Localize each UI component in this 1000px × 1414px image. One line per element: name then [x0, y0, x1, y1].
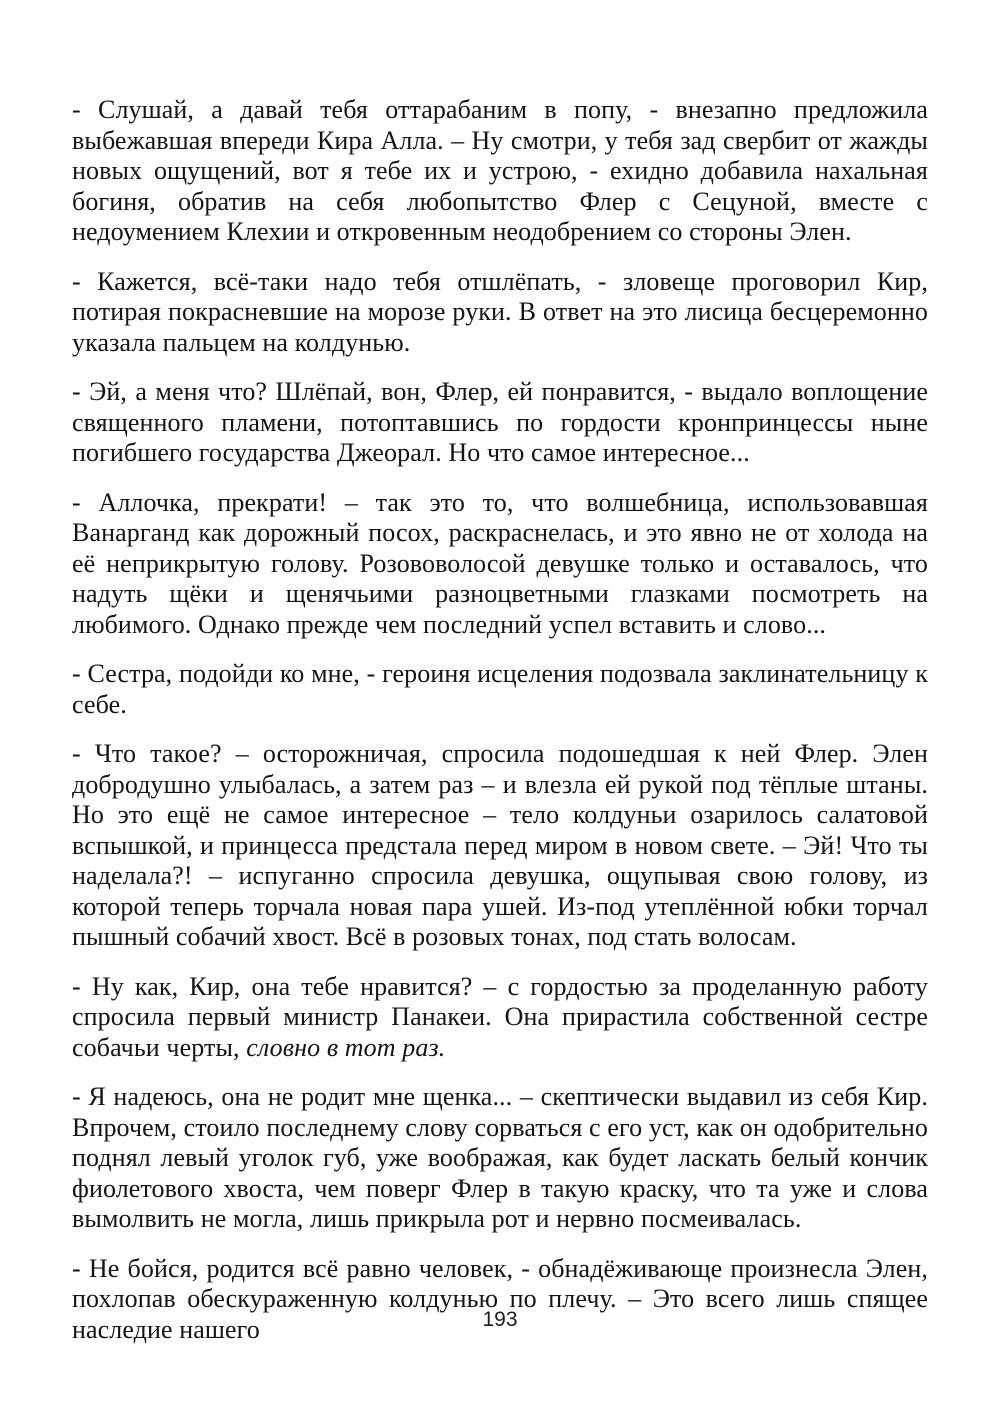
paragraph: [72, 377, 928, 469]
text-run: - Слушай, а давай тебя оттарабаним в попу, - внезапно предложила выбежавшая впереди Кира Алла. – Ну смотри, у тебя зад свербит от жажды новых ощущений, вот я тебе их и устрою, - ехидно добавила нахальная богиня, обратив на себя любопытство Флер с Сецуной, вместе с недоумением Клехии и откровенным неодобрением со стороны Элен.: [72, 95, 928, 246]
paragraph: [72, 659, 928, 720]
italic-text-run: словно в тот раз.: [246, 1032, 446, 1062]
text-run: - Не бойся, родится всё равно человек, - обнадёживающе произнесла Элен, похлопав обескураженную колдунью по плечу. – Это всего лишь спящее наследие нашего: [72, 1253, 928, 1344]
paragraph-list: [72, 95, 928, 1345]
paragraph: [72, 739, 928, 953]
text-run: - Сестра, подойди ко мне, - героиня исцеления подозвала заклинательницу к себе.: [72, 659, 928, 719]
text-run: - Аллочка, прекрати! – так это то, что волшебница, использовавшая Ванарганд как дорожный посох, раскраснелась, и это явно не от холода на её неприкрытую голову. Розововолосой девушке только и оставалось, что надуть щёки и щенячьими разноцветными глазками посмотреть на любимого. Однако прежде чем последний успел вставить и слово...: [72, 487, 928, 639]
paragraph: [72, 488, 928, 641]
paragraph: [72, 267, 928, 359]
paragraph: [72, 1082, 928, 1235]
text-run: - Ну как, Кир, она тебе нравится? – с гордостью за проделанную работу спросила первый министр Панакеи. Она прирастила собственной сестре собачьи черты,: [72, 971, 928, 1062]
page-number: 193: [482, 1308, 518, 1331]
text-run: - Кажется, всё-таки надо тебя отшлёпать, - зловеще проговорил Кир, потирая покрасневшие на морозе руки. В ответ на это лисица бесцеремонно указала пальцем на колдунью.: [72, 266, 928, 357]
text-run: - Я надеюсь, она не родит мне щенка... – скептически выдавил из себя Кир. Впрочем, стоило последнему слову сорваться с его уст, как он одобрительно поднял левый уголок губ, уже воображая, как будет ласкать белый кончик фиолетового хвоста, чем поверг Флер в такую краску, что та уже и слова вымолвить не могла, лишь прикрыла рот и нервно посмеивалась.: [72, 1082, 928, 1233]
text-run: - Эй, а меня что? Шлёпай, вон, Флер, ей понравится, - выдало воплощение священного пламени, потоптавшись по гордости кронпринцессы ныне погибшего государства Джеорал. Но что самое интересное...: [72, 377, 928, 467]
paragraph: [72, 972, 928, 1064]
paragraph: [72, 95, 928, 248]
text-run: - Что такое? – осторожничая, спросила подошедшая к ней Флер. Элен добродушно улыбалась, а затем раз – и влезла ей рукой под тёплые штаны. Но это ещё не самое интересное – тело колдуньи озарилось салатовой вспышкой, и принцесса предстала перед миром в новом свете. – Эй! Что ты наделала?! – испуганно спросила девушка, ощупывая свою голову, из которой теперь торчала новая пара ушей. Из-под утеплённой юбки торчал пышный собачий хвост. Всё в розовых тонах, под стать волосам.: [72, 739, 928, 951]
